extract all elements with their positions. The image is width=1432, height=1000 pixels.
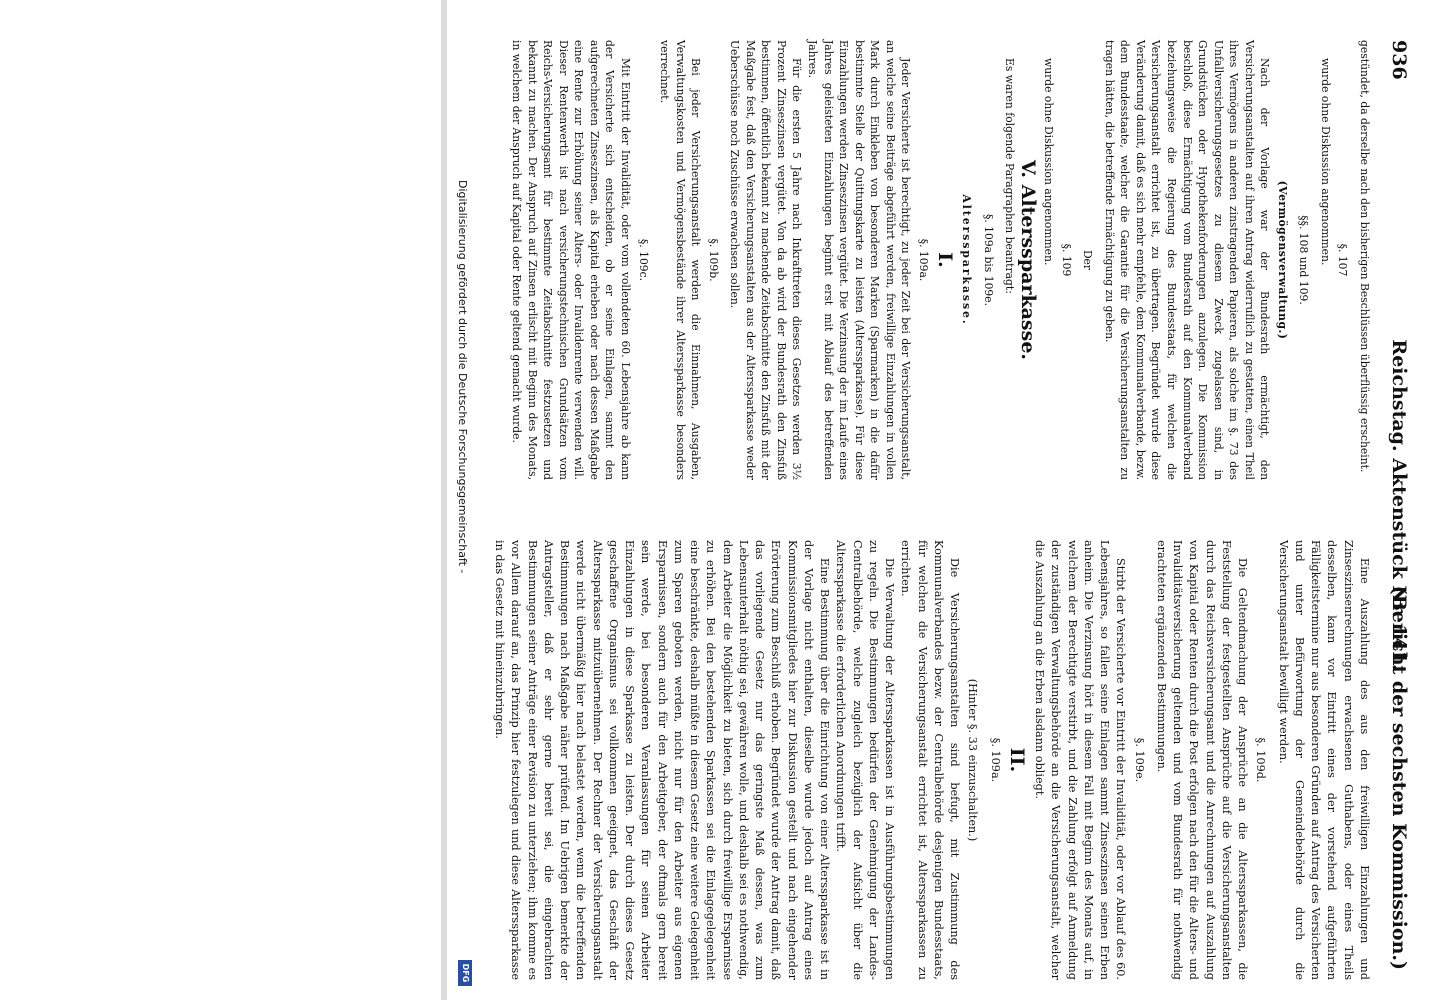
- paragraph: Bei jeder Versicherungsanstalt werden die Einnahmen, Ausgaben, Verwaltungskosten und Vermögensbestände ihrer Alterssparkasse besonders verrechnet.: [658, 40, 703, 480]
- page-number: 936: [1388, 40, 1410, 80]
- running-title: Reichstag. Aktenstück Nr. 141.: [1388, 339, 1410, 671]
- left-column: [509, 40, 1372, 480]
- page-header: [1376, 40, 1410, 970]
- section-heading: §§. 108 und 109.: [1297, 215, 1311, 305]
- section-heading: §. 109a bis 109e.: [981, 213, 995, 307]
- paragraph: Es waren folgende Paragraphen beantragt:: [1003, 58, 1017, 294]
- section-heading: §. 107: [1336, 243, 1350, 277]
- paragraph: Die Verwaltung der Alterssparkassen ist in Ausführungsbestimmungen zu regeln. Die Bestimmungen bedürfen der Genehmigung der Landes-Centralbehörde, welche zugleich bezüglich der Aufsicht über die Alterssparkasse die erforderlichen Anordnungen trifft.: [834, 540, 897, 980]
- section-heading: Alterssparkasse.: [959, 194, 973, 326]
- section-heading: §. 109a.: [916, 238, 930, 282]
- paragraph: Stirbt der Versicherte vor Eintritt der Invalidität, oder vor Ablauf des 60. Lebensjahres, so fallen seine Einlagen sammt Zinseszinsen seinen Erben anheim. Die Verzinsung hört in diesem Fall mit Beginn des Monats auf, in welchem der Berechtigte verstirbt, und die Zahlung erfolgt auf Anmeldung der zuständigen Verwaltungsbehörde an die Versicherungsanstalt, welcher die Auszahlung an die Erben alsdann obliegt.: [1033, 540, 1128, 980]
- section-heading: (Vermögensverwaltung.): [1275, 180, 1289, 340]
- paragraph: Eine Auszahlung des aus den freiwilligen Einzahlungen und Zinseszinsenrechnungen erwachsenen Guthabens, oder eines Theils desselben, kann vor Eintritt eines der vorstehend aufgeführten Fälligkeitstermine nur aus besonderen Gründen auf Antrag des Versicherten und unter Befürwortung der Gemeindebehörde durch die Versicherungsanstalt bewilligt werden.: [1276, 540, 1371, 980]
- paragraph: Mit Eintritt der Invalidität, oder vom vollendeten 60. Lebensjahre ab kann der Versicherte sich entscheiden, ob er seine Einlagen, sammt den aufgerechneten Zinseszinsen, als Kapital erheben oder nach dessen Maßgabe eine Rente zur Erhöhung seiner Alters- oder Invalidenrente verwenden will. Dieser Rentenwerth ist nach versicherungstechnischen Grundsätzen vom Reichs-Versicherungsamt für bestimmte Zeitabschnitte festzusetzen und bekannt zu machen. Der Anspruch auf Zinsen erlischt mit Beginn des Monats, in welchem der Anspruch auf Kapital oder Rente geltend gemacht wurde.: [510, 40, 633, 480]
- running-subtitle: (Bericht der sechsten Kommission.): [1388, 585, 1410, 970]
- paragraph: Jeder Versicherte ist berechtigt, zu jeder Zeit bei der Versicherungsanstalt, an welche seine Beiträge abgeführt werden, freiwillige Einzahlungen in vollen Mark durch Einkleben von besonderen Marken (Sparmarken) in die dafür bestimmte Stelle der Quittungskarte zu leisten (Alterssparkasse). Für diese Einzahlungen werden Zinseszinsen vergütet. Die Verzinsung der im Laufe eines Jahres geleisteten Einzahlungen beginnt erst mit Ablauf des betreffenden Jahres.: [806, 40, 913, 480]
- footer-text: Digitalisierung gefördert durch die Deutsche Forschungsgemeinschaft -: [456, 180, 469, 574]
- dfg-logo: DFG: [458, 960, 472, 986]
- paragraph: Nach der Vorlage war der Bundesrath ermächtigt, den Versicherungsanstalten auf ihren Antrag widerruflich zu gestatten, einen Theil ihres Vermögens in anderen zinstragenden Papieren, als solche im §. 73 des Unfallversicherungsgesetzes zu diesem Zweck zugelassen sind, in Grundstücken oder Hypothekenforderungen anzulegen. Die Kommission beschloß, diese Ermächtigung vom Bundesrath auf den Kommunalverband beziehungsweise die Regierung des Bundesstaats, für welchen die Versicherungsanstalt errichtet ist, zu übertragen. Begründet wurde diese Veränderung damit, daß es sich mehr empfehle, dem Kommunalverbande, bezw. dem Bundesstaate, welcher die Garantie für die Versicherungsanstalten zu tragen hätten, die betreffende Ermächtigung zu geben.: [1102, 40, 1272, 480]
- paragraph: (Hinter §. 33 einzuschalten.): [966, 678, 980, 842]
- section-heading: §. 109: [1059, 243, 1073, 277]
- section-heading: §. 109b.: [706, 238, 720, 282]
- section-heading: §. 109c.: [636, 238, 650, 282]
- paragraph: Die Versicherungsanstalten sind befugt, mit Zustimmung des Kommunalverbandes bezw. der Centralbehörde desjenigen Bundesstaats, für welchen die Versicherungsanstalt errichtet ist, Alterssparkassen zu errichten.: [899, 540, 962, 980]
- section-heading: §. 109a.: [988, 737, 1002, 783]
- paragraph: Der: [1081, 249, 1095, 271]
- section-heading: II.: [1006, 747, 1028, 773]
- paragraph: Eine Bestimmung über die Einrichtung von einer Alterssparkasse ist in der Vorlage nicht enthalten, dieselbe wurde jedoch auf Antrag eines Kommissionsmitgliedes hier zur Diskussion gestellt und nach eingehender Erörterung zum Beschluß erhoben. Begründet wurde der Antrag damit, daß das vorliegende Gesetz nur das geringste Maß dessen, was zum Lebensunterhalt nöthig sei, gewähren wolle, und deshalb sei es nothwendig, dem Arbeiter die Möglichkeit zu bieten, sich durch freiwillige Ersparnisse zu erhöhen. Bei den bestehenden Sparkassen sei die Einlagegelegenheit eine beschränkte, deshalb müßte in diesem Gesetz eine weitere Gelegenheit zum Sparen geboten werden, nicht nur für den Arbeiter aus eigenen Ersparnissen, sondern auch für den Arbeitgeber, der oftmals gern bereit sein werde, bei besonderen Veranlassungen für seinen Arbeiter Einzahlungen in diese Sparkasse zu leisten. Der durch dieses Gesetz geschaffene Organismus sei vollkommen geeignet, das Geschäft der Alterssparkasse mitzuübernehmen. Der Rechner der Versicherungsanstalt werde nicht übermäßig hier nach belastet werden, wenn die betreffenden Bestimmungen nach Maßgabe näher prüfend. Im Uebrigen bemerkte der Antragsteller, daß er sehr gerne bereit sei, die eingebrachten Bestimmungen seiner Anträge einer Revision zu unterziehen; ihm komme es vor Allem darauf an, das Prinzip hier festzulegen und diese Alterssparkasse in das Gesetz mit hineinzubringen.: [493, 540, 832, 980]
- paragraph: Für die ersten 5 Jahre nach Inkrafttreten dieses Gesetzes werden 3½ Prozent Zinseszinsen vergütet. Von da ab wird der Bundesrath den Zinsfuß bestimmen, öffentlich bekannt zu machende Zeitabschnitte den Zinsfuß mit der Maßgabe fest, daß den Versicherungsanstalten aus der Alterssparkasse weder Ueberschüsse noch Zuschüsse erwachsen sollen.: [728, 40, 804, 480]
- scan-edge: [441, 0, 447, 1000]
- chapter-heading: V. Alterssparkasse.: [1016, 159, 1039, 361]
- section-heading: §. 109e.: [1132, 737, 1146, 783]
- section-heading: §. 109d.: [1254, 737, 1268, 783]
- paragraph: wurde ohne Diskussion angenommen.: [1318, 58, 1332, 266]
- right-column: [491, 540, 1372, 980]
- paragraph: wurde ohne Diskussion angenommen.: [1042, 58, 1056, 266]
- paragraph: Die Geltendmachung der Ansprüche an die Alterssparkassen, die Feststellung der festgestellten Ansprüche auf die Versicherungsanstalten durch das Reichsversicherungsamt und die Anrechnungen auf Auszahlung von Kapital oder Renten durch die Post erfolgen nach den für die Alters- und Invaliditätsversicherung geltenden und vom Bundesrath für nothwendig erachteten ergänzenden Bestimmungen.: [1155, 540, 1250, 980]
- section-heading: I.: [934, 252, 957, 268]
- paragraph: gestündet, da derselbe nach den bisherigen Beschlüssen überflüssig erscheint.: [1358, 40, 1371, 473]
- digitization-footer: [449, 0, 477, 1000]
